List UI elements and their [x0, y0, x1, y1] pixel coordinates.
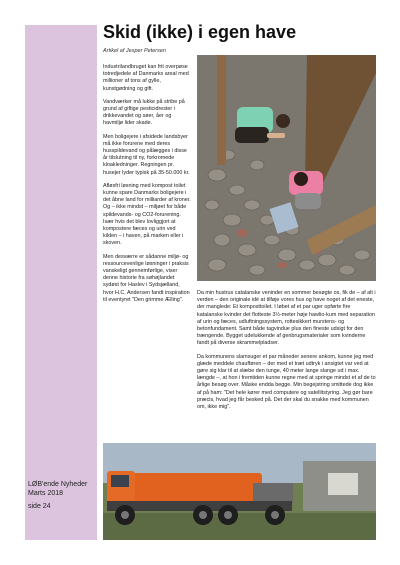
right-column: [197, 290, 377, 417]
page-number: side 24: [28, 503, 51, 510]
paragraph: Industrilandbruget kan frit overpøse totredjedele af Danmarks areal med millioner af tons af gylle, kunstgødning og gift.: [103, 64, 189, 92]
photo-women-building: [197, 55, 376, 281]
sidebar-footer: [28, 480, 98, 511]
paragraph: Men boligejere i afsidede landsbyer må ikke forurene med deres husspildevand og pålægges i disse år tilslutning til ny, forkromede kloakledninger. Regningen pr. husejer lyder typisk på 35-50.000 kr.: [103, 133, 190, 176]
paragraph: Vandværker må lukke på stribe på grund af giftige pesticidrester i drikkevandet og søer, åer og havmiljø lider skade.: [103, 98, 185, 127]
sidebar-band: [25, 25, 97, 540]
magazine-name: LØB'ende Nyheder: [28, 481, 88, 488]
paragraph: Da kommunens slamsuger et par måneder senere ankom, kunne jeg med glæde meddele chaufføren – der med et træt udtryk i ansigtet var ved at gøre sig klar til at slæbe den tunge, 40 meter lange slange ud i max. længde –, at hon i fremtiden kunne regne med at springe mindst et af de to årlige besøg over. Måske endda begge. Min begejstring smittede dog ikke af på ham: "Det hele kører med computere og satellitstyring. Jeg gør bare præcis, hvad jeg får besked på. Det der skal du snakke med kommunen om, ikke mig".: [197, 353, 376, 411]
issue-date: Marts 2018: [28, 490, 64, 497]
photo-sludge-truck: [103, 443, 376, 540]
left-column: [103, 64, 191, 310]
article-title: Skid (ikke) i egen have: [103, 22, 297, 42]
article-byline: Artikel af Jesper Petersen: [103, 48, 166, 54]
paragraph: Da min hustrus catalanske veninder en sommer besøgte os, fik de – af alt i verden – den originale idé at tilføje vores hus og have noget af det eneste, der manglede: Et komposttoilet. I løbet af et par uger opførte fire katalanske kvinder det flotteste 3½-meter høje hawlio-kum med separation af urin og fæces, udluftningssystem, rottesikkert murstens- og betonfundament. Samt både tagvindue plus den fineste udsigt for den trængende. Bygget udelukkende af genbrugsmaterialer som kvinderne fandt på diverse skrammelpladser.: [197, 290, 376, 347]
paragraph: Men desværre er sådanne miljø- og ressourcevenlige løsninger i praksis vanskeligt gennemførlige, viser denne historie fra søhøjlandet sydøst for Haslev i Sydsjælland, hvor H.C. Andersen fandt inspiration til eventyret "Den grimme Ælling".: [103, 253, 190, 303]
paragraph: Afløsfri løsning med kompost toilet kunne spare Danmarks boligejere i det åbne land for milliarder af kroner. Og – ikke mindst – miljøet for både spildevands- og CO2-forurening. Især hvis det blev lovliggjort at kompostere fæces og urin ved kilden – i haven, på marken eller i skoven.: [103, 182, 191, 247]
